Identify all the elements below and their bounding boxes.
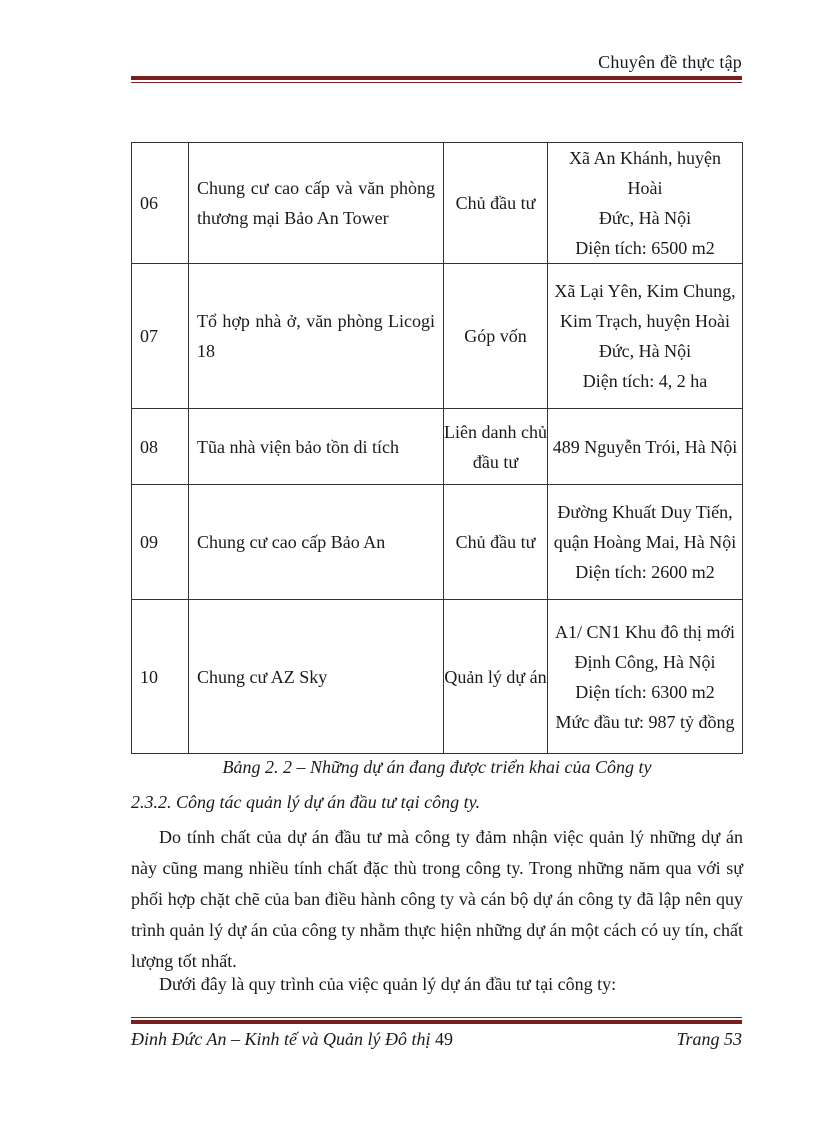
- location-line: Định Công, Hà Nội: [574, 651, 716, 672]
- location-line: Đức, Hà Nội: [598, 208, 692, 228]
- project-role: Liên danh chủ đầu tư: [444, 409, 548, 485]
- project-name: Chung cư cao cấp Bảo An: [197, 532, 386, 552]
- footer-rule: [131, 1020, 742, 1024]
- location-area: Diện tích: 6500 m2: [575, 238, 715, 258]
- project-role: Chủ đầu tư: [444, 485, 548, 600]
- location-line: 489 Nguyễn Trói, Hà Nội: [552, 436, 738, 457]
- project-role: Góp vốn: [444, 264, 548, 409]
- table-row: [132, 600, 743, 754]
- footer-class-number: 49: [434, 1029, 453, 1049]
- location-area: Diện tích: 4, 2 ha: [582, 371, 708, 391]
- location-line: Xã Lại Yên, Kim Chung,: [554, 281, 736, 301]
- project-location: [548, 600, 743, 754]
- location-line: Xã An Khánh, huyện Hoài: [569, 148, 721, 198]
- header-rule: [131, 76, 742, 80]
- row-number: 08: [132, 409, 189, 485]
- projects-table: [131, 142, 743, 754]
- project-name: Chung cư cao cấp và văn phòng thương mại Bảo An Tower: [197, 178, 435, 228]
- row-number: 07: [132, 264, 189, 409]
- footer-author: [131, 1029, 453, 1050]
- footer-author-text: Đinh Đức An – Kinh tế và Quản lý Đô thị: [131, 1029, 431, 1049]
- footer-rule-thin: [131, 1017, 742, 1018]
- location-line: Kim Trạch, huyện Hoài: [560, 311, 730, 331]
- location-line: A1/ CN1 Khu đô thị mới: [554, 621, 736, 642]
- location-line: Đường Khuất Duy Tiến,: [557, 502, 733, 522]
- location-line: Đức, Hà Nội: [598, 341, 692, 361]
- row-number: 06: [132, 143, 189, 264]
- body-paragraph: Do tính chất của dự án đầu tư mà công ty đảm nhận việc quản lý những dự án này cũng mang nhiều tính chất đặc thù trong công ty. Trong những năm qua với sự phối hợp chặt chẽ của ban điều hành công ty và cán bộ dự án công ty đã lập nên quy trình quản lý dự án của công ty nhằm thực hiện những dự án một cách có uy tín, chất lượng tốt nhất.: [131, 827, 743, 971]
- project-name: Chung cư AZ Sky: [197, 666, 328, 687]
- header-rule-thin: [131, 82, 742, 83]
- page-number: Trang 53: [676, 1029, 742, 1049]
- location-area: Diện tích: 6300 m2: [575, 681, 715, 702]
- project-location: [548, 485, 743, 600]
- project-role: Chủ đầu tư: [444, 143, 548, 264]
- location-line: quận Hoàng Mai, Hà Nội: [553, 532, 737, 552]
- row-number: 09: [132, 485, 189, 600]
- project-name: Tũa nhà viện bảo tồn di tích: [197, 436, 399, 457]
- project-location: [548, 264, 743, 409]
- table-row: [132, 264, 743, 409]
- table-row: [132, 485, 743, 600]
- header-title: Chuyên đề thực tập: [598, 52, 742, 72]
- location-area: Diện tích: 2600 m2: [575, 562, 715, 582]
- location-investment: Mức đầu tư: 987 tỷ đồng: [555, 711, 735, 732]
- section-heading: 2.3.2. Công tác quản lý dự án đầu tư tại công ty.: [131, 792, 481, 812]
- body-paragraph: Dưới đây là quy trình của việc quản lý dự án đầu tư tại công ty:: [159, 974, 617, 994]
- table-caption: Bảng 2. 2 – Những dự án đang được triển khai của Công ty: [222, 757, 652, 777]
- row-number: 10: [132, 600, 189, 754]
- project-name: Tổ hợp nhà ở, văn phòng Licogi 18: [197, 311, 435, 361]
- table-row: [132, 409, 743, 485]
- project-role: Quản lý dự án: [444, 600, 548, 754]
- project-location: [548, 143, 743, 264]
- table-row: [132, 143, 743, 264]
- project-location: [548, 409, 743, 485]
